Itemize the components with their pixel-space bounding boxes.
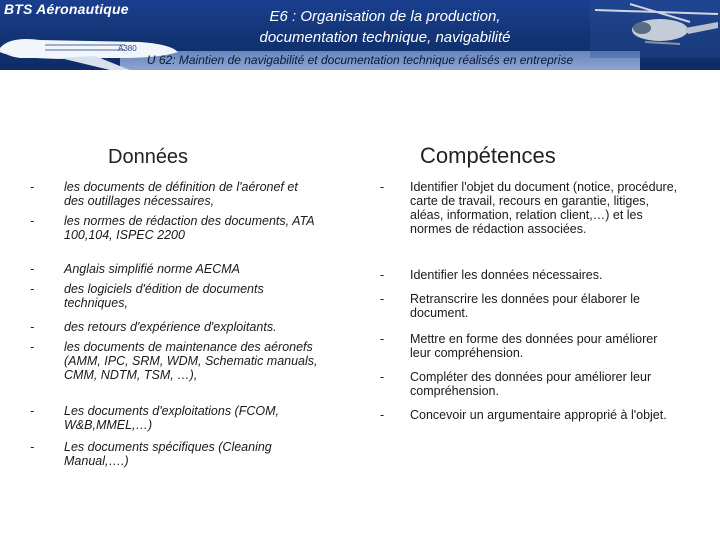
- competences-item-text: Retranscrire les données pour élaborer le document.: [410, 292, 640, 320]
- header-banner: [0, 0, 720, 70]
- donnees-item-text: les normes de rédaction des documents, ATA 100,104, ISPEC 2200: [64, 214, 315, 242]
- donnees-list: [30, 180, 320, 472]
- bullet-dash: -: [30, 340, 35, 354]
- competences-item: [380, 332, 680, 370]
- svg-text:A380: A380: [118, 44, 137, 53]
- bullet-dash: -: [380, 332, 385, 346]
- donnees-item: [30, 282, 320, 320]
- bullet-dash: -: [30, 440, 35, 454]
- donnees-item-text: Les documents spécifiques (Cleaning Manual,….): [64, 440, 272, 468]
- bullet-dash: -: [30, 282, 35, 296]
- donnees-item-text: des logiciels d'édition de documents techniques,: [64, 282, 264, 310]
- bullet-dash: -: [380, 268, 385, 282]
- title-line-2: documentation technique, navigabilité: [259, 29, 511, 46]
- competences-item: [380, 408, 680, 442]
- donnees-heading: Données: [108, 146, 189, 168]
- donnees-item: [30, 180, 320, 214]
- donnees-item-text: les documents de définition de l'aéronef et des outillages nécessaires,: [64, 180, 298, 208]
- brand-text: BTS Aéronautique: [4, 1, 129, 17]
- donnees-item: [30, 214, 320, 262]
- competences-item-text: Identifier l'objet du document (notice, procédure, carte de travail, recours en garantie, litiges, aléas, information, relation client,…) et les normes de rédaction associées.: [410, 180, 678, 236]
- donnees-item: [30, 404, 320, 440]
- bullet-dash: -: [380, 292, 385, 306]
- bullet-dash: -: [30, 404, 35, 418]
- donnees-item: [30, 440, 320, 472]
- bullet-dash: -: [380, 180, 385, 194]
- competences-list: [380, 180, 680, 442]
- donnees-item: [30, 340, 320, 404]
- competences-heading: Compétences: [420, 143, 556, 168]
- competences-item-text: Concevoir un argumentaire approprié à l'objet.: [410, 408, 667, 422]
- competences-item-text: Identifier les données nécessaires.: [410, 268, 603, 282]
- bullet-dash: -: [30, 214, 35, 228]
- competences-item-text: Compléter des données pour améliorer leur compréhension.: [410, 370, 652, 398]
- bullet-dash: -: [30, 180, 35, 194]
- helicopter-image: [590, 0, 720, 58]
- bullet-dash: -: [30, 320, 35, 334]
- donnees-item-text: Anglais simplifié norme AECMA: [64, 262, 240, 276]
- donnees-item-text: Les documents d'exploitations (FCOM, W&B,MMEL,…): [64, 404, 279, 432]
- competences-item: [380, 180, 680, 268]
- page-subtitle: U 62: Maintien de navigabilité et documentation technique réalisés en entreprise: [146, 53, 574, 67]
- page-title: [180, 6, 590, 48]
- competences-item-text: Mettre en forme des données pour améliorer leur compréhension.: [410, 332, 658, 360]
- donnees-item-text: des retours d'expérience d'exploitants.: [64, 320, 277, 334]
- competences-item: [380, 292, 680, 332]
- competences-item: [380, 268, 680, 292]
- donnees-item-text: les documents de maintenance des aéronefs (AMM, IPC, SRM, WDM, Schematic manuals, CMM, NDTM, TSM, …),: [64, 340, 318, 382]
- bullet-dash: -: [380, 408, 385, 422]
- competences-item: [380, 370, 680, 408]
- bullet-dash: -: [30, 262, 35, 276]
- donnees-item: [30, 320, 320, 340]
- donnees-item: [30, 262, 320, 282]
- title-line-1: E6 : Organisation de la production,: [269, 8, 501, 25]
- bullet-dash: -: [380, 370, 385, 384]
